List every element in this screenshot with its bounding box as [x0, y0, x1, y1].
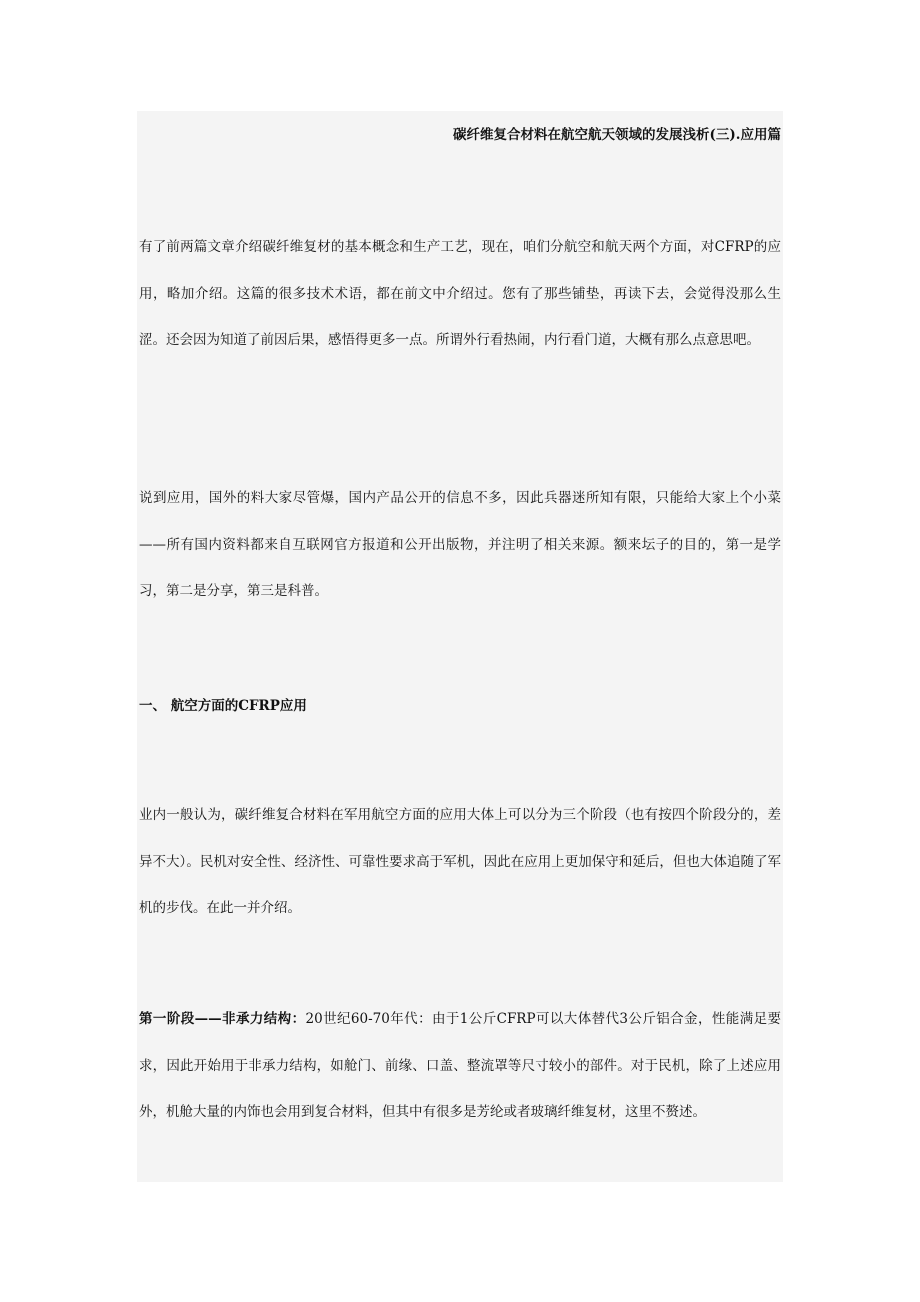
paragraph-sources: 说到应用，国外的料大家尽管爆，国内产品公开的信息不多，因此兵器迷所知有限，只能给大家上个小菜——所有国内资料都来自互联网官方报道和公开出版物，并注明了相关来源。额来坛子的目的，第一是学习，第二是分享，第三是科普。 — [139, 490, 781, 600]
stage-one-text: 20世纪60-70年代：由于1公斤CFRP可以大体替代3公斤铝合金，性能满足要求，因此开始用于非承力结构，如舱门、前缘、口盖、整流罩等尺寸较小的部件。对于民机，除了上述应用外，机舱大量的内饰也会用到复合材料，但其中有很多是芳纶或者玻璃纤维复材，这里不赘述。 — [139, 1011, 782, 1121]
stage-one-label: 第一阶段——非承力结构： — [139, 1011, 306, 1027]
paragraph-stages: 业内一般认为，碳纤维复合材料在军用航空方面的应用大体上可以分为三个阶段（也有按四个阶段分的，差异不大）。民机对安全性、经济性、可靠性要求高于军机，因此在应用上更加保守和延后，但也大体追随了军机的步伐。在此一并介绍。 — [139, 807, 781, 917]
intro-paragraph: 有了前两篇文章介绍碳纤维复材的基本概念和生产工艺，现在，咱们分航空和航天两个方面，对CFRP的应用，略加介绍。这篇的很多技术术语，都在前文中介绍过。您有了那些铺垫，再读下去，会觉得没那么生涩。还会因为知道了前因后果，感悟得更多一点。所谓外行看热闹，内行看门道，大概有那么点意思吧。 — [139, 239, 781, 349]
document-page — [137, 111, 783, 1182]
section-heading-aviation: 一、 航空方面的CFRP应用 — [139, 698, 307, 714]
paragraph-stage-one — [139, 996, 781, 1136]
document-title: 碳纤维复合材料在航空航天领域的发展浅析(三).应用篇 — [453, 127, 781, 143]
